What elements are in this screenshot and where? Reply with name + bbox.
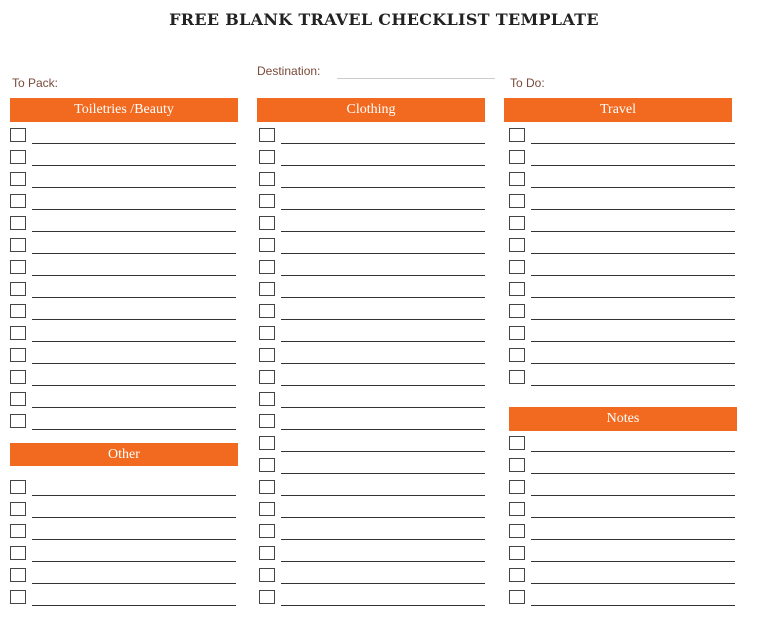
checkbox[interactable] [10, 128, 26, 142]
write-in-line[interactable] [531, 363, 735, 364]
checkbox[interactable] [259, 282, 275, 296]
write-in-line[interactable] [32, 495, 236, 496]
to-pack-label: To Pack: [12, 76, 59, 90]
write-in-line[interactable] [281, 341, 485, 342]
checkbox[interactable] [509, 458, 525, 472]
checkbox[interactable] [10, 590, 26, 604]
write-in-line[interactable] [531, 297, 735, 298]
checkbox[interactable] [10, 392, 26, 406]
checkbox[interactable] [259, 348, 275, 362]
checkbox[interactable] [259, 326, 275, 340]
checkbox[interactable] [259, 260, 275, 274]
checkbox[interactable] [10, 480, 26, 494]
write-in-line[interactable] [281, 319, 485, 320]
checkbox[interactable] [509, 524, 525, 538]
checkbox[interactable] [509, 546, 525, 560]
write-in-line[interactable] [531, 451, 735, 452]
write-in-line[interactable] [531, 517, 735, 518]
checkbox[interactable] [10, 348, 26, 362]
checkbox[interactable] [259, 194, 275, 208]
checkbox[interactable] [509, 568, 525, 582]
checkbox[interactable] [10, 238, 26, 252]
checkbox[interactable] [259, 238, 275, 252]
destination-label: Destination: [257, 64, 321, 78]
write-in-line[interactable] [281, 583, 485, 584]
checkbox[interactable] [259, 150, 275, 164]
checkbox[interactable] [10, 216, 26, 230]
write-in-line[interactable] [32, 275, 236, 276]
checkbox[interactable] [509, 436, 525, 450]
write-in-line[interactable] [32, 231, 236, 232]
section-header-travel: Travel [504, 98, 732, 122]
write-in-line[interactable] [32, 165, 236, 166]
checkbox[interactable] [259, 524, 275, 538]
checkbox[interactable] [259, 304, 275, 318]
write-in-line[interactable] [32, 297, 236, 298]
checkbox[interactable] [10, 370, 26, 384]
checkbox[interactable] [509, 260, 525, 274]
write-in-line[interactable] [281, 143, 485, 144]
checkbox[interactable] [509, 150, 525, 164]
write-in-line[interactable] [281, 297, 485, 298]
write-in-line[interactable] [531, 231, 735, 232]
write-in-line[interactable] [32, 209, 236, 210]
section-header-clothing: Clothing [257, 98, 485, 122]
write-in-line[interactable] [531, 253, 735, 254]
checkbox[interactable] [259, 502, 275, 516]
write-in-line[interactable] [281, 517, 485, 518]
write-in-line[interactable] [531, 275, 735, 276]
write-in-line[interactable] [281, 187, 485, 188]
checkbox[interactable] [10, 304, 26, 318]
write-in-line[interactable] [281, 451, 485, 452]
checkbox[interactable] [10, 524, 26, 538]
checkbox[interactable] [259, 414, 275, 428]
section-header-toiletries: Toiletries /Beauty [10, 98, 238, 122]
checkbox[interactable] [509, 326, 525, 340]
write-in-line[interactable] [531, 341, 735, 342]
checkbox[interactable] [259, 480, 275, 494]
write-in-line[interactable] [32, 517, 236, 518]
write-in-line[interactable] [531, 165, 735, 166]
checkbox[interactable] [10, 260, 26, 274]
checkbox[interactable] [259, 392, 275, 406]
write-in-line[interactable] [281, 275, 485, 276]
section-header-other: Other [10, 443, 238, 466]
checkbox[interactable] [509, 590, 525, 604]
checkbox[interactable] [509, 480, 525, 494]
write-in-line[interactable] [32, 605, 236, 606]
write-in-line[interactable] [531, 385, 735, 386]
checkbox[interactable] [10, 568, 26, 582]
checkbox[interactable] [509, 348, 525, 362]
write-in-line[interactable] [32, 187, 236, 188]
checkbox[interactable] [259, 436, 275, 450]
checkbox[interactable] [10, 502, 26, 516]
write-in-line[interactable] [281, 473, 485, 474]
write-in-line[interactable] [32, 407, 236, 408]
section-header-notes: Notes [509, 407, 737, 431]
write-in-line[interactable] [281, 605, 485, 606]
write-in-line[interactable] [531, 539, 735, 540]
write-in-line[interactable] [531, 561, 735, 562]
write-in-line[interactable] [531, 209, 735, 210]
checkbox[interactable] [259, 546, 275, 560]
write-in-line[interactable] [531, 605, 735, 606]
checkbox[interactable] [259, 458, 275, 472]
destination-field[interactable] [337, 78, 495, 79]
write-in-line[interactable] [281, 561, 485, 562]
write-in-line[interactable] [281, 385, 485, 386]
checkbox[interactable] [509, 216, 525, 230]
write-in-line[interactable] [281, 165, 485, 166]
write-in-line[interactable] [32, 363, 236, 364]
write-in-line[interactable] [32, 539, 236, 540]
checkbox[interactable] [259, 128, 275, 142]
checkbox[interactable] [509, 282, 525, 296]
write-in-line[interactable] [281, 539, 485, 540]
checkbox[interactable] [509, 502, 525, 516]
write-in-line[interactable] [32, 341, 236, 342]
checkbox[interactable] [10, 414, 26, 428]
checkbox[interactable] [10, 282, 26, 296]
write-in-line[interactable] [281, 363, 485, 364]
checkbox[interactable] [509, 238, 525, 252]
checkbox[interactable] [509, 194, 525, 208]
write-in-line[interactable] [281, 429, 485, 430]
checkbox[interactable] [10, 172, 26, 186]
checkbox[interactable] [10, 150, 26, 164]
checkbox[interactable] [509, 370, 525, 384]
checkbox[interactable] [509, 172, 525, 186]
to-do-label: To Do: [510, 76, 545, 90]
write-in-line[interactable] [531, 473, 735, 474]
write-in-line[interactable] [531, 495, 735, 496]
checkbox[interactable] [10, 326, 26, 340]
write-in-line[interactable] [32, 429, 236, 430]
checkbox[interactable] [10, 194, 26, 208]
checkbox[interactable] [259, 590, 275, 604]
checkbox[interactable] [10, 546, 26, 560]
write-in-line[interactable] [281, 407, 485, 408]
write-in-line[interactable] [32, 583, 236, 584]
checkbox[interactable] [259, 172, 275, 186]
checkbox[interactable] [259, 370, 275, 384]
checkbox[interactable] [259, 216, 275, 230]
write-in-line[interactable] [32, 253, 236, 254]
checkbox[interactable] [509, 128, 525, 142]
write-in-line[interactable] [531, 319, 735, 320]
page-title: FREE BLANK TRAVEL CHECKLIST TEMPLATE [169, 10, 599, 29]
write-in-line[interactable] [32, 385, 236, 386]
write-in-line[interactable] [281, 231, 485, 232]
write-in-line[interactable] [531, 143, 735, 144]
write-in-line[interactable] [32, 561, 236, 562]
write-in-line[interactable] [281, 253, 485, 254]
write-in-line[interactable] [281, 209, 485, 210]
checkbox[interactable] [509, 304, 525, 318]
write-in-line[interactable] [531, 583, 735, 584]
write-in-line[interactable] [32, 143, 236, 144]
write-in-line[interactable] [281, 495, 485, 496]
write-in-line[interactable] [531, 187, 735, 188]
checkbox[interactable] [259, 568, 275, 582]
write-in-line[interactable] [32, 319, 236, 320]
